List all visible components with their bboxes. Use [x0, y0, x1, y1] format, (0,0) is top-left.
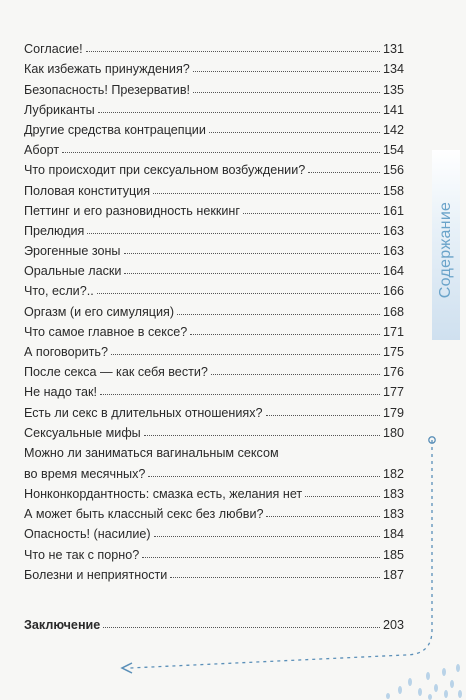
toc-entry[interactable]	[24, 521, 404, 541]
toc-entry-title: Как избежать принуждения?	[24, 62, 190, 77]
toc-entry-page: 183	[382, 507, 404, 522]
toc-entry-page: 179	[382, 405, 404, 420]
toc-entry-title: Петтинг и его разновидность неккинг	[24, 203, 240, 218]
toc-entry[interactable]	[24, 238, 404, 258]
toc-entry-title: А поговорить?	[24, 345, 108, 359]
dot-leader	[211, 374, 380, 375]
toc-entry-title: Что происходит при сексуальном возбуждении?	[24, 163, 306, 178]
decorative-dots	[386, 664, 462, 700]
toc-entry-title: Сексуальные мифы	[24, 425, 141, 440]
toc-entry-title: Оральные ласки	[24, 264, 122, 279]
toc-entry[interactable]	[24, 76, 404, 96]
dot-leader	[148, 476, 380, 477]
toc-entry-page: 177	[382, 385, 404, 400]
toc-entry[interactable]	[24, 298, 404, 318]
toc-entry-title: Оргазм (и его симуляция)	[24, 304, 175, 319]
dot-leader	[154, 536, 380, 537]
toc-entry-title: Половая конституция	[24, 183, 151, 198]
toc-entry-title: Что не так с порно?	[24, 547, 140, 562]
toc-entry-page: 141	[382, 102, 404, 117]
dot-leader	[124, 253, 380, 254]
toc-entry-title: Согласие!	[24, 42, 83, 57]
toc-entry-title: Не надо так!	[24, 385, 98, 400]
sidebar-section-label: Содержание	[437, 201, 454, 299]
toc-entry-page: 182	[382, 466, 404, 481]
toc-entry-page: 142	[382, 122, 404, 137]
toc-entry[interactable]	[24, 319, 404, 339]
toc-entry-title: Что самое главное в сексе?	[24, 324, 188, 339]
toc-entry-title: Другие средства контрацепции	[24, 122, 206, 137]
toc-entry-page: 161	[382, 203, 404, 218]
dot-leader	[243, 213, 380, 214]
toc-entry[interactable]	[24, 278, 404, 298]
toc-entry-page: 168	[382, 304, 404, 319]
dot-leader	[308, 172, 380, 173]
toc-entry-page: 175	[382, 345, 404, 359]
dot-leader	[177, 314, 380, 315]
toc-entry-page: 183	[382, 486, 404, 501]
toc-entry-title: А может быть классный секс без любви?	[24, 507, 264, 522]
toc-entry[interactable]	[24, 97, 404, 117]
toc-entry-page: 185	[382, 547, 404, 562]
toc-entry-page: 166	[382, 284, 404, 299]
dot-leader	[86, 51, 380, 52]
toc-entry[interactable]	[24, 562, 404, 582]
toc-entry[interactable]	[24, 399, 404, 419]
toc-entry-page: 171	[382, 324, 404, 339]
toc-entry-page: 163	[382, 244, 404, 259]
toc-entry-page: 158	[382, 183, 404, 198]
dot-leader	[153, 193, 380, 194]
toc-entry-line1[interactable]	[24, 440, 404, 460]
dot-leader	[193, 92, 380, 93]
dot-leader	[103, 627, 380, 628]
toc-entry[interactable]	[24, 481, 404, 501]
toc-entry[interactable]	[24, 359, 404, 379]
dot-leader	[98, 112, 380, 113]
dot-leader	[142, 557, 380, 558]
toc-entry-title: Опасность! (насилие)	[24, 527, 151, 542]
toc-entry[interactable]	[24, 36, 404, 56]
toc-entry[interactable]	[24, 258, 404, 278]
toc-entry-page: 164	[382, 264, 404, 279]
toc-entry[interactable]	[24, 117, 404, 137]
toc-entry-title-continued: во время месячных?	[24, 466, 146, 481]
toc-entry-line2[interactable]	[24, 460, 404, 481]
toc-entry[interactable]	[24, 137, 404, 157]
toc-entry-title: Эрогенные зоны	[24, 244, 121, 259]
toc-entry[interactable]	[24, 541, 404, 561]
dot-leader	[87, 233, 380, 234]
table-of-contents	[24, 36, 404, 632]
toc-entry[interactable]	[24, 339, 404, 359]
toc-entry-page: 156	[382, 163, 404, 178]
dot-leader	[193, 71, 380, 72]
dot-leader	[305, 496, 380, 497]
dot-leader	[144, 435, 380, 436]
toc-entry-title: Есть ли секс в длительных отношениях?	[24, 405, 263, 420]
toc-entry-title: Нонконкордантность: смазка есть, желания нет	[24, 486, 303, 501]
toc-entry[interactable]	[24, 218, 404, 238]
dot-leader	[62, 152, 380, 153]
toc-entry[interactable]	[24, 420, 404, 440]
dot-leader	[97, 293, 380, 294]
dot-leader	[100, 394, 380, 395]
toc-entry-page: 184	[382, 527, 404, 542]
toc-entry[interactable]	[24, 56, 404, 76]
toc-entry-page: 134	[382, 62, 404, 77]
toc-entry-title: Прелюдия	[24, 223, 85, 238]
toc-entry[interactable]	[24, 177, 404, 197]
toc-entry-title: Аборт	[24, 143, 60, 158]
dot-leader	[266, 415, 380, 416]
toc-entry-title: Заключение	[24, 617, 101, 632]
dot-leader	[124, 273, 380, 274]
toc-entry-title: После секса — как себя вести?	[24, 365, 208, 380]
toc-entry-page: 176	[382, 365, 404, 380]
toc-entry-page: 180	[382, 425, 404, 440]
toc-entry[interactable]	[24, 379, 404, 399]
dot-leader	[190, 334, 380, 335]
toc-entry-title: Безопасность! Презерватив!	[24, 82, 191, 97]
toc-entry-title: Можно ли заниматься вагинальным сексом	[24, 445, 279, 460]
toc-entry[interactable]	[24, 198, 404, 218]
dot-leader	[170, 577, 380, 578]
toc-entry-title: Что, если?..	[24, 284, 94, 299]
toc-entry-page: 131	[382, 42, 404, 57]
toc-entry-title: Лубриканты	[24, 102, 95, 117]
toc-entry-page: 163	[382, 223, 404, 238]
toc-entry-page: 203	[382, 617, 404, 632]
dot-leader	[111, 354, 380, 355]
toc-entry[interactable]	[24, 157, 404, 177]
toc-entry-page: 154	[382, 143, 404, 158]
toc-conclusion-entry[interactable]	[24, 612, 404, 632]
toc-entry-page: 135	[382, 82, 404, 97]
dot-leader	[209, 132, 380, 133]
toc-entry-title: Болезни и неприятности	[24, 567, 168, 582]
toc-entry-page: 187	[382, 567, 404, 582]
toc-entry[interactable]	[24, 501, 404, 521]
dot-leader	[266, 516, 380, 517]
